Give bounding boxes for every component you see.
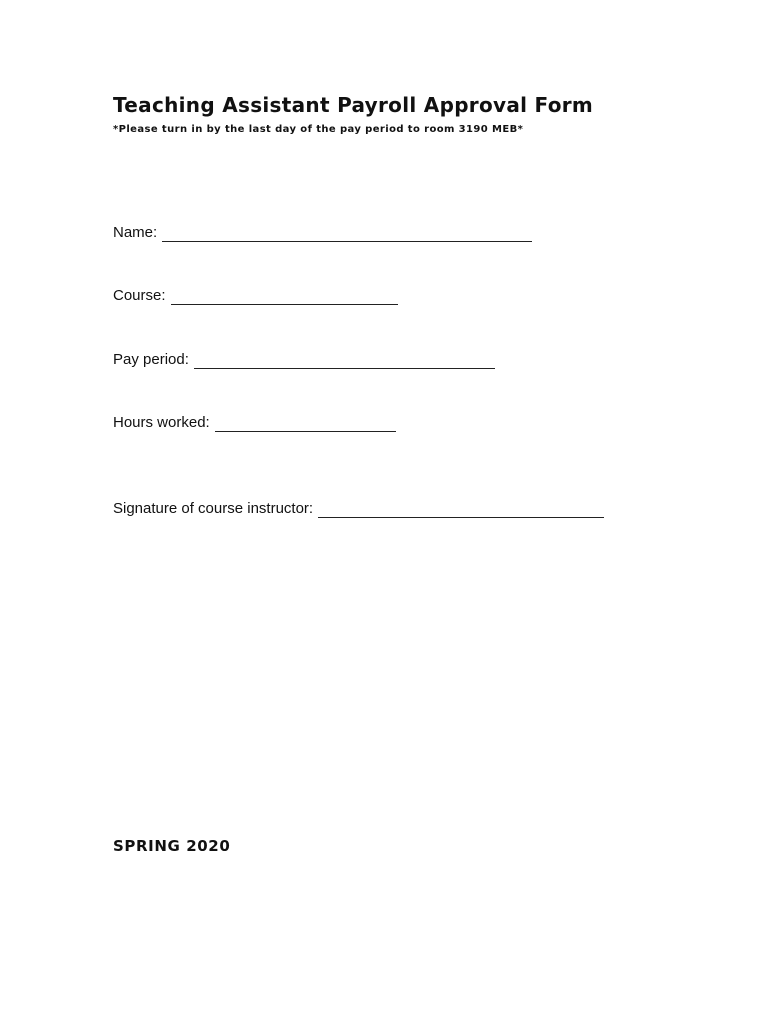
name-label: Name: xyxy=(113,224,158,241)
pay-period-blank-line[interactable] xyxy=(194,352,495,369)
hours-worked-field-row xyxy=(113,412,396,432)
pay-period-field-row xyxy=(113,349,495,369)
course-label: Course: xyxy=(113,287,166,304)
form-title: Teaching Assistant Payroll Approval Form xyxy=(113,93,594,117)
signature-blank-line[interactable] xyxy=(318,501,604,518)
course-field-row xyxy=(113,285,398,305)
name-blank-line[interactable] xyxy=(162,225,532,242)
course-blank-line[interactable] xyxy=(171,288,398,305)
form-instructions: *Please turn in by the last day of the pay period to room 3190 MEB* xyxy=(113,124,524,135)
signature-field-row xyxy=(113,498,604,518)
signature-label: Signature of course instructor: xyxy=(113,500,314,517)
name-field-row xyxy=(113,222,532,242)
pay-period-label: Pay period: xyxy=(113,351,189,368)
hours-worked-blank-line[interactable] xyxy=(215,415,396,432)
hours-worked-label: Hours worked: xyxy=(113,414,210,431)
term-label: SPRING 2020 xyxy=(113,837,231,855)
